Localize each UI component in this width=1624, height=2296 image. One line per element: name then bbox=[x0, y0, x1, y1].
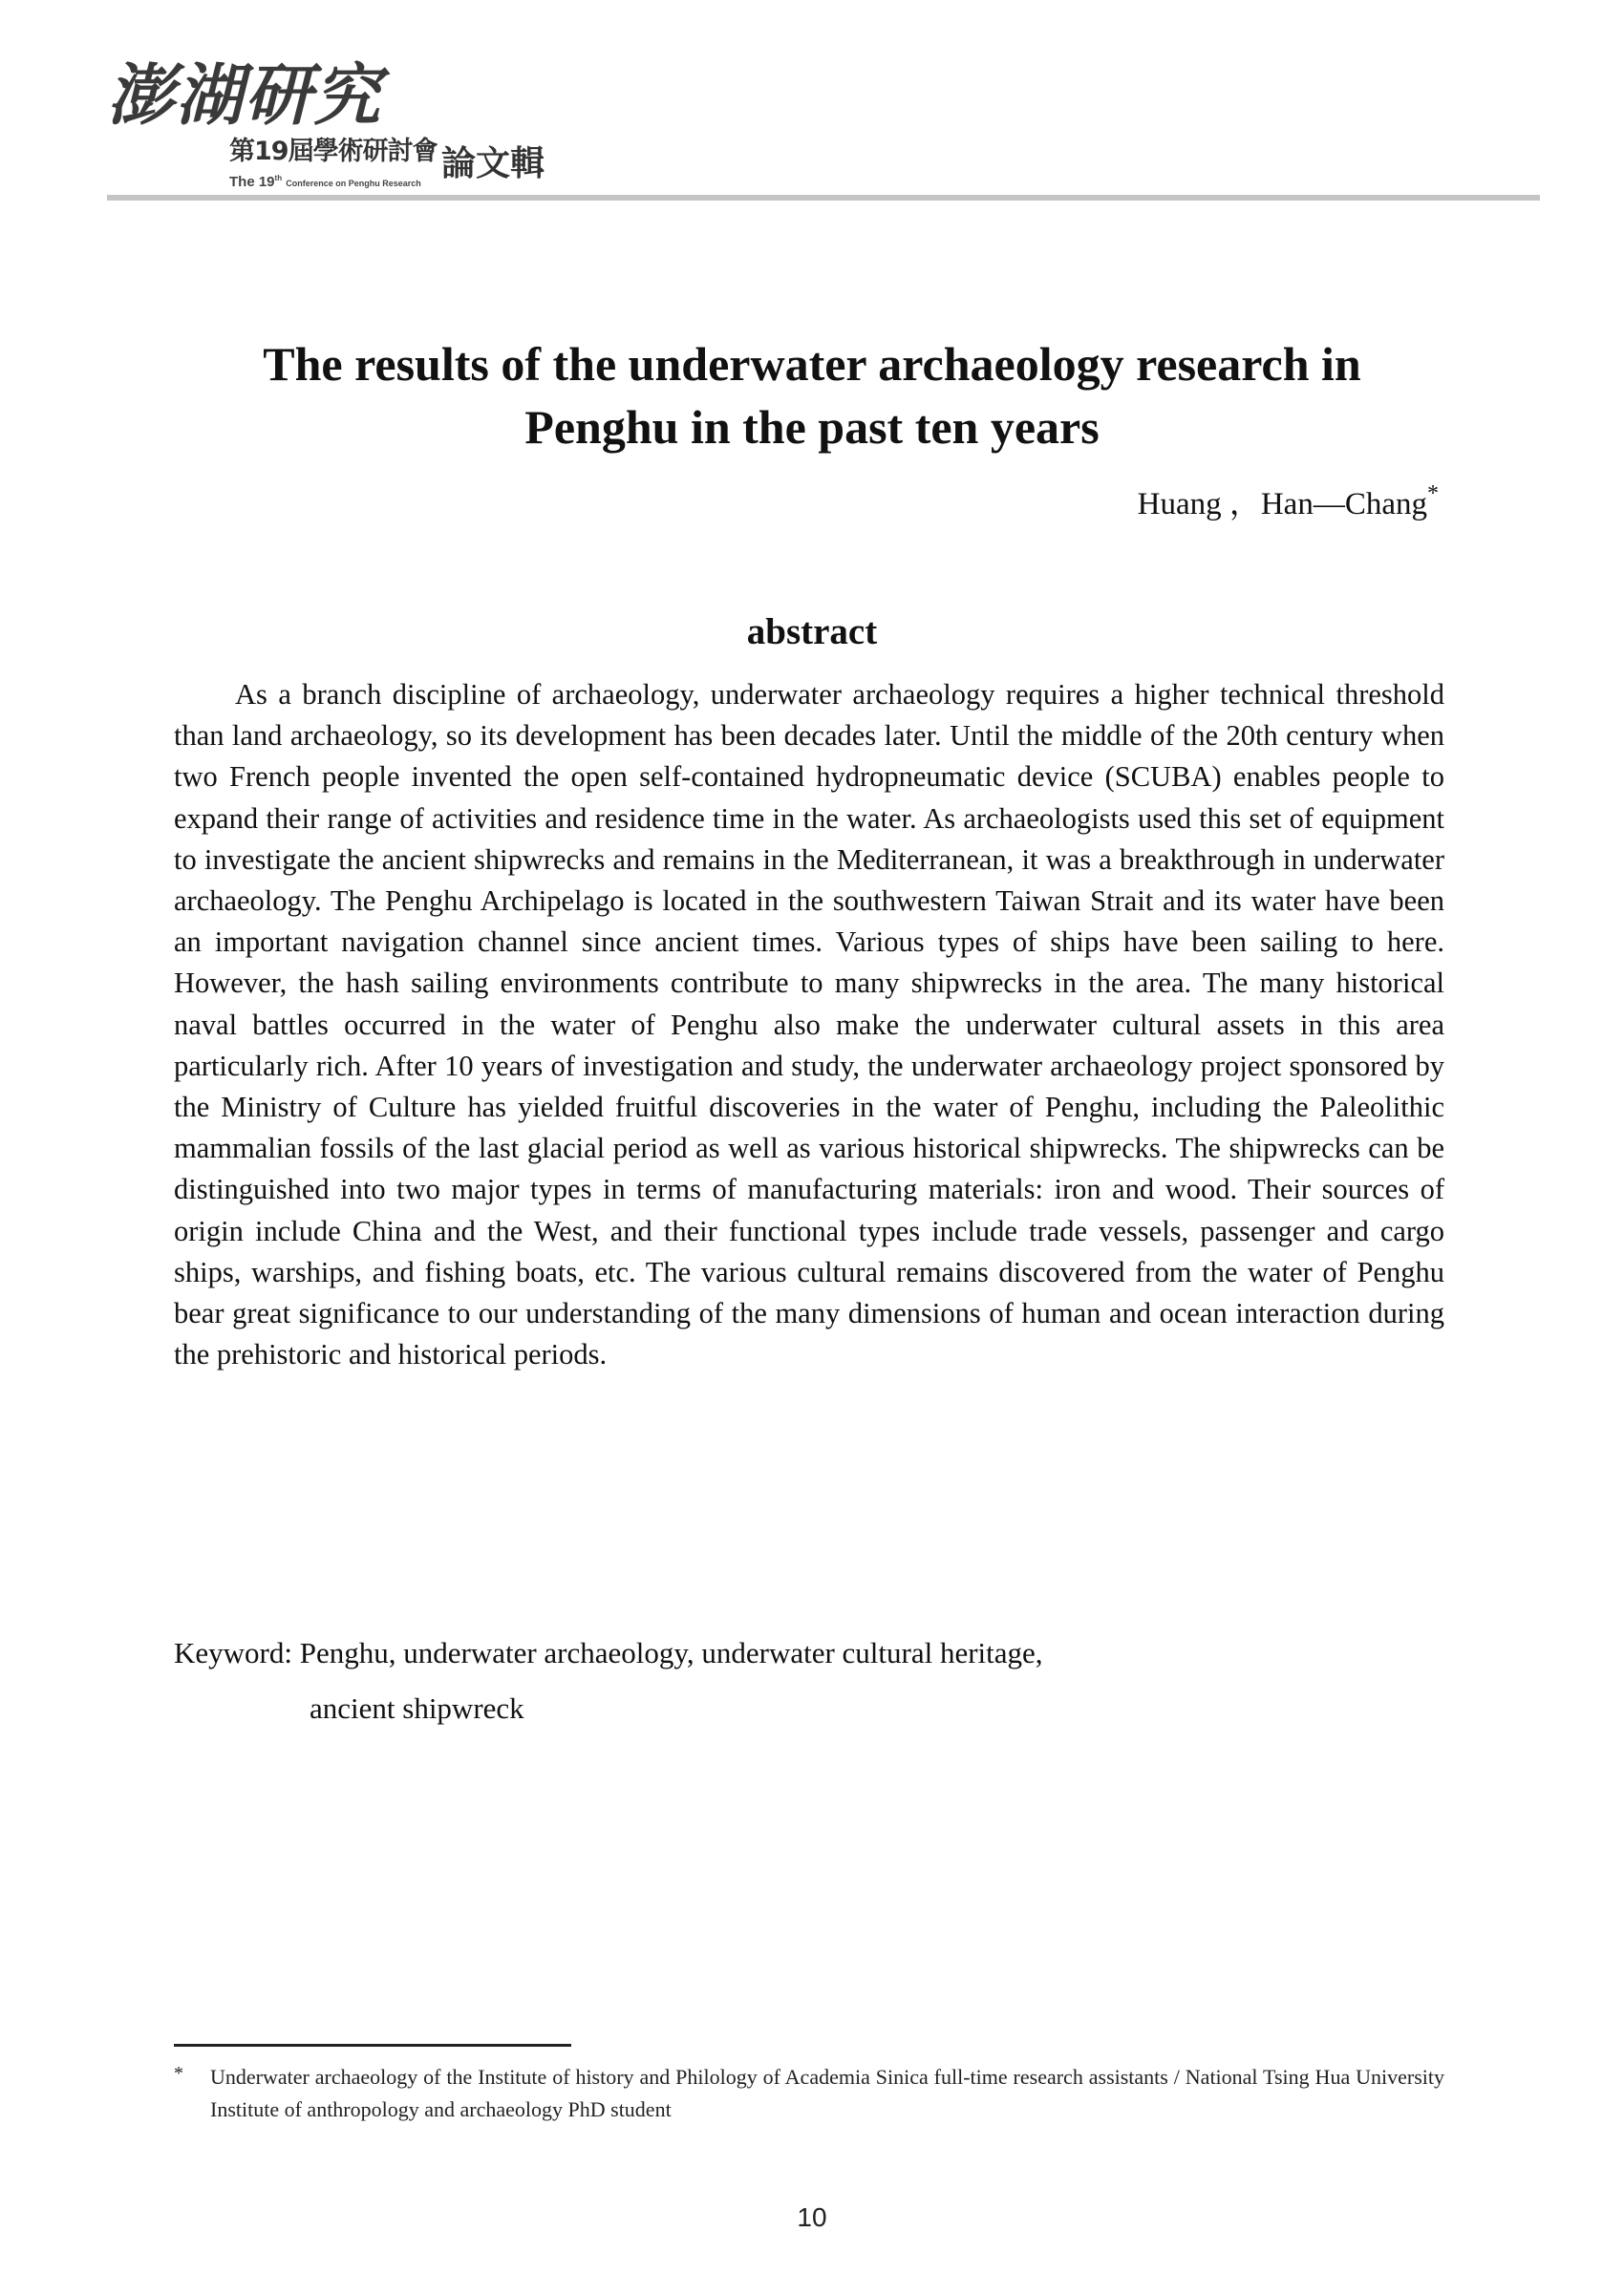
paper-title-line-1: The results of the underwater archaeology research in bbox=[263, 337, 1361, 391]
author-footnote-mark: * bbox=[1427, 481, 1439, 506]
author-name: Huang ，Han—Chang bbox=[1137, 487, 1427, 521]
proceedings-label: 論文輯 bbox=[441, 144, 545, 183]
footnote-mark: * bbox=[174, 2063, 183, 2084]
journal-logo: 澎湖研究 bbox=[107, 55, 382, 135]
abstract-body: As a branch discipline of archaeology, underwater archaeology requires a higher technical threshold than land archaeology, so its development has been decades later. Until the middle of the 20th century when two French people invented the open self-contained hydropneumatic device (SCUBA) enables people to expand their range of activities and residence time in the water. As archaeologists used this set of equipment to investigate the ancient shipwrecks and remains in the Mediterranean, it was a breakthrough in underwater archaeology. The Penghu Archipelago is located in the southwestern Taiwan Strait and its water have been an important navigation channel since ancient times. Various types of ships have been sailing to here. However, the hash sailing environments contribute to many shipwrecks in the area. The many historical naval battles occurred in the water of Penghu also make the underwater cultural assets in this area particularly rich. After 10 years of investigation and study, the underwater archaeology project sponsored by the Ministry of Culture has yielded fruitful discoveries in the water of Penghu, including the Paleolithic mammalian fossils of the last glacial period as well as various historical shipwrecks. The shipwrecks can be distinguished into two major types in terms of manufacturing materials: iron and wood. Their sources of origin include China and the West, and their functional types include trade vessels, passenger and cargo ships, warships, and fishing boats, etc. The various cultural remains discovered from the water of Penghu bear great significance to our understanding of the many dimensions of human and ocean interaction during the prehistoric and historical periods. bbox=[174, 678, 1444, 1371]
journal-header bbox=[107, 57, 1530, 201]
author-line bbox=[1137, 481, 1439, 523]
footnote-text: Underwater archaeology of the Institute of history and Philology of Academia Sinica full-time research assistants / National Tsing Hua University Institute of anthropology and archaeology PhD student bbox=[210, 2065, 1444, 2121]
keywords-line-2: ancient shipwreck bbox=[310, 1691, 524, 1725]
keywords-label: Keyword: bbox=[174, 1636, 292, 1669]
footnote bbox=[174, 2061, 1444, 2126]
conference-en-ordinal: th bbox=[274, 174, 283, 182]
page-number: 10 bbox=[797, 2202, 827, 2232]
paper-title-line-2: Penghu in the past ten years bbox=[524, 400, 1100, 454]
conference-en-prefix: The 19 bbox=[229, 174, 275, 190]
conference-en-suffix: Conference on Penghu Research bbox=[286, 179, 421, 188]
header-divider bbox=[107, 195, 1540, 201]
paper-title bbox=[143, 332, 1481, 458]
abstract-heading: abstract bbox=[746, 611, 878, 652]
footnote-divider bbox=[174, 2044, 571, 2047]
keywords-block bbox=[174, 1626, 1444, 1736]
keywords-line-1: Penghu, underwater archaeology, underwater cultural heritage, bbox=[299, 1636, 1043, 1669]
conference-title-chinese: 第19屆學術研討會 bbox=[229, 137, 438, 166]
conference-title-english bbox=[229, 170, 421, 192]
